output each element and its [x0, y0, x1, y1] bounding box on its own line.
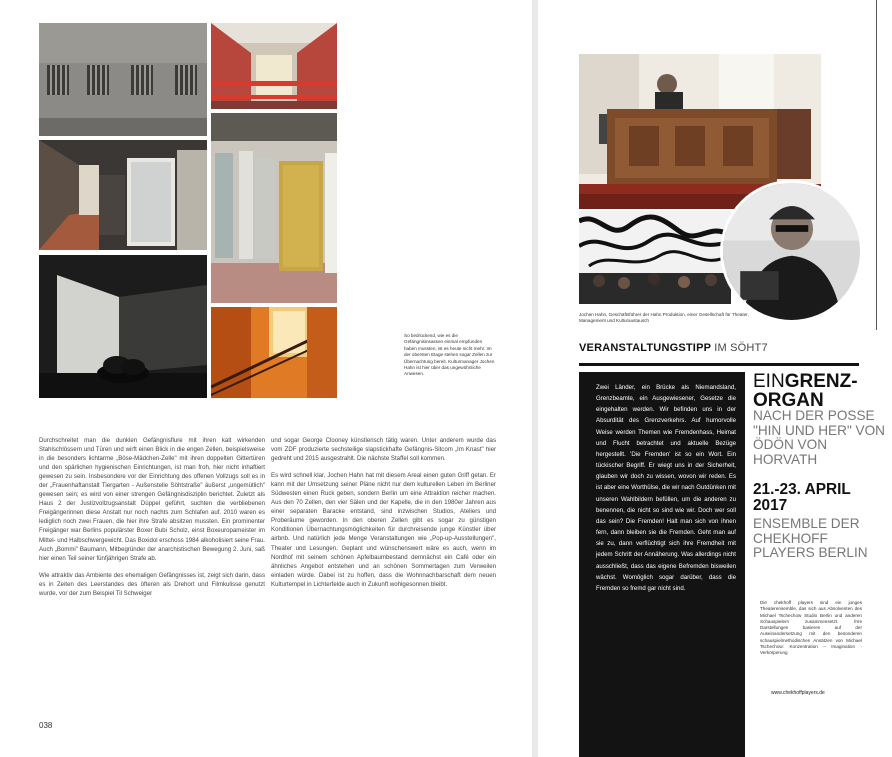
photo-stairwell — [211, 307, 337, 398]
photo-dark-room-installation — [39, 255, 207, 398]
event-title — [753, 372, 887, 410]
photo-prison-facade — [39, 23, 207, 136]
tip-location: IM SÖHT7 — [714, 342, 768, 354]
article-column-1 — [39, 436, 265, 606]
article-paragraph: Es wird schnell klar, Jochen Hahn hat mit diesem Areal einen guten Griff getan. Er kann mit der Umsetzung seiner Pläne nicht nur dem kulturellen Leben im Berliner Südwesten einen Ruck geben, sondern Berlin um eine Attraktion reicher machen. Aus den 70 Zellen, den vier Sälen und der Kapelle, die in den 1980er Jahren aus einer separaten Baracke entstand, sind inzwischen Studios, Ateliers und Proberäume geworden. In den oberen Zellen gibt es sogar zu günstigen Konditionen Übernachtungsmöglichkeiten für durchreisende junge Künstler über airbnb. Und natürlich jede Menge Veranstaltungen wie „Pop-up-Ausstellungen", Theater und Lesungen. Geplant und wünschenswert wäre es auch, wenn im Nordhof mit seinem schönen Apfelbaumbestand demnächst ein Café oder ein ähnliches Angebot entstehen und an schönen Sommertagen zum Verweilen einladen würde. Dabei ist zu hoffen, dass die Wohnnachbarschaft dem neuen Kulturtempel in Lichterfelde auch in Zukunft wohlgesonnen bleibt. — [271, 472, 496, 588]
event-ensemble: ENSEMBLE DER CHEKHOFF PLAYERS BERLIN — [753, 516, 868, 561]
event-subtitle: NACH DER POSSE "HIN UND HER" VON ÖDÖN VON HORVATH — [753, 408, 886, 467]
right-page — [538, 0, 892, 757]
event-date: 21.-23. APRIL 2017 — [753, 481, 851, 515]
article-paragraph: und sogar George Clooney künstlerisch tätig waren. Unter anderem wurde das vom ZDF produzierte sechsteilige slapstickhafte Gefängnis-Sitcom „Im Knast" hier gedreht und 2015 ausgestrahlt. Die nächste Staffel soll kommen. — [271, 437, 496, 463]
photo-caption-left: So bedrückend, wie es die Gefängnisinsassen einmal empfunden haben mussten, ist es heute nicht mehr. Im der obersten Etage stehen sogar Zellen zur Übernachtung bereit. Kulturmanager Jochen Hahn ist hier über das ungewöhnliche Anwesen. — [404, 333, 495, 377]
article-paragraph: Wie attraktiv das Ambiente des ehemaligen Gefängnisses ist, zeigt sich darin, dass es in Zeiten des Leerstandes des öfteren als Drehort und Filmkulisse genutzt wurde, vor der zum Beispiel Til Schweiger — [39, 571, 265, 597]
page-number: 038 — [39, 721, 53, 730]
tip-body-text: Zwei Länder, ein Brücke als Niemandsland, Grenzbeamte, ein Ausgewiesener, Gesetze die eingehalten werden. Wir befinden uns in der Absurdität des Grenzverkehrs. Auf humorvolle Weise werden Themen wie Fremdenhass, Heimat und Flucht betrachtet und aktuelle Bezüge hergestellt. 'Die Fremden' ist so ein Wort. Ein tückischer Begriff. Er wiegt uns in der Sicherheit, glauben wir doch zu wissen, wovon wir reden. Es ist aber eine Worthülse, die wir nach Gutdünken mit unseren Wahlbildern befüllen, um die anderen zu benennen, die nicht so sind wie wir. Doch wer soll das sein? Die Fremden! Halt man sich von ihnen fern, dann bleiben sie die Fremden. Geht man auf sie zu, dann verflüchtigt sich ihre Fremdheit mit jedem Schritt der Annäherung. Was allerdings nicht ausschließt, dass das eigene Befremden bisweilen wächst. Womöglich sogar darüber, dass die Fremden so fremd gar nicht sind. — [596, 384, 736, 592]
event-tip-heading — [579, 342, 768, 354]
event-title-light: EIN — [753, 371, 785, 392]
photo-corridor — [39, 140, 207, 250]
photo-cell-hall — [211, 23, 337, 109]
photo-caption-right: Jochen Hahn, Geschäftsführer der Hahn Produktion, einer Gesellschaft für Theater, Management und Kulturaustausch — [579, 312, 749, 324]
event-title-bold-2: ORGAN — [753, 390, 824, 411]
photo-cell-doors — [211, 113, 337, 303]
tip-label: VERANSTALTUNGSTIPP — [579, 342, 711, 354]
ensemble-description: Die chekhoff players sind ein junges Theaterensemble, das sich aus Absolventen des Michael Tschechow Studio Berlin und anderen Schauspielern zusammensetzt. Ihre Darstellungen basieren auf der Auseinandersetzung mit den besonderen schauspielmethodischen Ansätzen von Michael Tschechow: Konzentration – Imagination · Verkörperung — [760, 600, 862, 656]
margin-rule — [876, 0, 877, 330]
article-column-2 — [271, 436, 496, 597]
article-paragraph: Durchschreitet man die dunklen Gefängnisflure mit ihren kalt wirkenden Stahlschlössern und Türen und wirft einen Blick in die engen Zellen, beispielsweise in die besonders lichtarme „Böse-Mädchen-Zelle" mit ihren doppelten Gittertüren und den spärlichen hygienischen Einrichtungen, ist man froh, hier nicht inhaftiert gewesen zu sein. Insbesondere vor der Einrichtung des offenen Vollzugs soll es in der „Frauenhaftanstalt Tiergarten - Außenstelle Söhtstraße" äußerst „ungemütlich" gewesen sein; es wird von einer strengen Gefängnisdisziplin berichtet. Zuletzt als Haus 2 der Justizvollzugsanstalt Düppel geführt, suchten die verbliebenen Freigängerinnen diese Anstalt nur noch nachts zum Schlafen auf. 2010 waren es lediglich noch zwei Frauen, die hier ihre Strafe absitzen mussten. Ein prominenter Freigänger war Berlins populärster Boxer Bubi Scholz, einst Boxeuropameister im Mittel- und Halbschwergewicht. Das Boxidol erschoss 1984 alkoholisiert seine Frau. Auch „Bommi" Baumann, Mitbegründer der anarchistischen Bewegung 2. Juni, saß hier einen Teil seiner fünfjährigen Strafe ab. — [39, 437, 265, 562]
photo-exhibition-audience — [579, 211, 731, 304]
event-title-bold-1: GRENZ- — [784, 371, 858, 392]
ensemble-url[interactable]: www.chekhoffplayers.de — [771, 690, 825, 696]
photo-portrait-circle — [720, 180, 863, 323]
tip-heading-rule — [579, 363, 859, 366]
